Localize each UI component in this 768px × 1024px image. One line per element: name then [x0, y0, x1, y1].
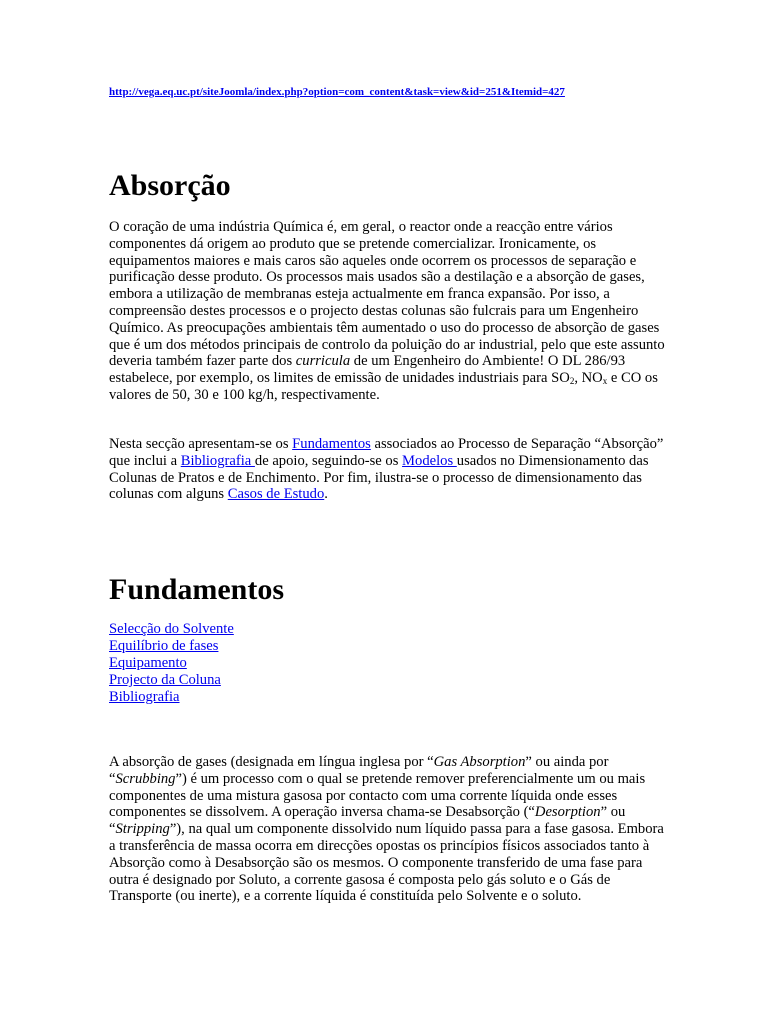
gas-text-5: ”), na qual um componente dissolvido num líquido passa para a fase gasosa. Embora a transferência de massa ocorra em direcções opostas os princípios físicos associados tanto à Absorção como à Desabsorção são os mesmos. O componente transferido de uma fase para outra é designado por Soluto, a corrente gasosa é composta pelo gás soluto e o Gás de Transporte (ou inerte), e a corrente líquida é constituída pelo Solvente e o soluto. — [109, 821, 664, 905]
modelos-link[interactable]: Modelos — [402, 452, 457, 469]
bibliografia-link[interactable]: Bibliografia — [180, 452, 255, 469]
nox-subscript: x — [602, 376, 608, 387]
gas-absorption-term: Gas Absorption — [433, 754, 526, 770]
link-equipamento[interactable]: Equipamento — [109, 655, 187, 671]
desorption-term: Desorption — [534, 804, 601, 821]
section-text-2: associados ao Processo de Separação “Absorção” que inclui a — [109, 436, 664, 469]
section-text-1: Nesta secção apresentam-se os — [109, 436, 293, 452]
intro-text-nox: , NO — [574, 370, 603, 387]
gas-text-4: ” ou “ — [109, 804, 626, 838]
stripping-term: Stripping — [115, 821, 170, 838]
intro-text-2: de um Engenheiro do Ambiente! O DL 286/93 estabelece, por exemplo, os limites de emissão de unidades industriais para SO — [109, 353, 626, 387]
gas-text-2: ” ou ainda por “ — [109, 754, 609, 787]
link-equilibrio-fases[interactable]: Equilíbrio de fases — [109, 638, 219, 654]
gas-absorption-paragraph — [109, 754, 669, 905]
so2-subscript: 2 — [569, 376, 575, 387]
intro-text-3: e CO os valores de 50, 30 e 100 kg/h, respectivamente. — [109, 370, 658, 403]
section-text-5: . — [324, 486, 328, 503]
intro-text-1: O coração de uma indústria Química é, em geral, o reactor onde a reacção entre vários componentes dá origem ao produto que se pretende comercializar. Ironicamente, os equipamentos maiores e mais caros são aqueles onde ocorrem os processos de separação e purificação desse produto. Os processos mais usados são a destilação e a absorção de gases, embora a utilização de membranas esteja actualmente em franca expansão. Por isso, a compreensão destes processos e o projecto destas colunas são fulcrais para um Engenheiro Químico. As preocupações ambientais têm aumentado o uso do processo de absorção de gases que é um dos métodos principais de controlo da poluição do ar industrial, pelo que este assunto deveria também fazer parte dos — [109, 219, 665, 370]
gas-text-3: ”) é um processo com o qual se pretende remover preferencialmente um ou mais componentes de uma mistura gasosa por contacto com uma corrente líquida onde esses componentes se dissolvem. A operação inversa chama-se Desabsorção (“ — [109, 770, 646, 821]
link-seleccao-solvente[interactable]: Selecção do Solvente — [109, 621, 234, 637]
curricula-term: curricula — [295, 353, 351, 370]
section-text-3: de apoio, seguindo-se os — [254, 452, 403, 469]
section-text-4: usados no Dimensionamento das Colunas de Pratos e de Enchimento. Por fim, ilustra-se o processo de dimensionamento das colunas com alguns — [109, 452, 649, 503]
section-intro-paragraph — [109, 436, 669, 503]
link-bibliografia[interactable]: Bibliografia — [109, 689, 180, 705]
fundamentos-link[interactable]: Fundamentos — [292, 436, 371, 452]
intro-paragraph — [109, 219, 669, 404]
link-projecto-coluna[interactable]: Projecto da Coluna — [109, 672, 221, 688]
casos-de-estudo-link[interactable]: Casos de Estudo — [227, 486, 325, 503]
scrubbing-term: Scrubbing — [115, 770, 176, 787]
heading-fundamentos: Fundamentos — [109, 573, 285, 606]
fundamentos-link-list — [109, 621, 234, 706]
gas-text-1: A absorção de gases (designada em língua inglesa por “ — [109, 754, 434, 770]
source-url-link[interactable]: http://vega.eq.uc.pt/siteJoomla/index.php?option=com_content&task=view&id=251&Itemid=427 — [109, 86, 565, 98]
heading-absorcao: Absorção — [109, 169, 231, 202]
